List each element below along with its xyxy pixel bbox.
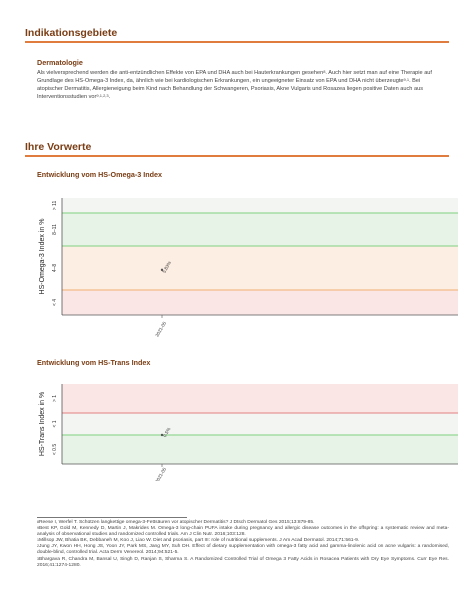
dermatologie-paragraph (37, 69, 447, 101)
section-title-indikationsgebiete: Indikationsgebiete (25, 27, 118, 39)
footnote-item (37, 526, 449, 538)
subheading-dermatologie: Dermatologie (37, 58, 83, 67)
citation-ref: 9,1,2,3 (96, 93, 109, 98)
y-zone-label: < 4 (52, 298, 58, 307)
footnote-text: Reese I, Werfel T. Schützen langkettige omega-3-Fettsäuren vor atopischer Dermatitis? J Dtsch Dermatol Ges 2015;13:879-85. (39, 520, 315, 525)
citation-ref: 9,1 (403, 77, 410, 82)
omega3-chart-svg (0, 190, 474, 340)
y-zone-label: > 1 (52, 394, 58, 403)
chart-zone-band (62, 413, 458, 435)
paragraph-text: . (108, 94, 111, 100)
y-axis-label: HS-Trans Index in % (39, 391, 46, 457)
footnote-item (37, 544, 449, 556)
paragraph-text: Als vielversprechend werden die anti-entzündlichen Effekte von EPA und DHA auch bei Hauterkrankungen gesehen (37, 70, 324, 76)
chart-zone-band (62, 290, 458, 315)
y-zone-label: < 0.5 (52, 443, 58, 456)
section-title-ihre-vorwerte: Ihre Vorwerte (25, 141, 92, 153)
footnote-number: 8 (37, 520, 39, 524)
footnote-text: Millsop JW, Bhatia BK, Debbaneh M, Koo J, Liao W. Diet and psoriasis, part III: role of nutritional supplements. J Am Acad Dermatol. 2014;71:561-9. (39, 538, 360, 544)
x-tick-label: 2021-05 (154, 320, 167, 338)
omega3-chart (0, 190, 474, 340)
y-axis-label: HS-Omega-3 Index in % (39, 218, 46, 295)
chart-zone-band (62, 213, 458, 246)
footnote-number: 1 (37, 538, 39, 543)
x-tick-label: 2021-05 (154, 466, 167, 481)
data-label: 0.5% (161, 426, 172, 438)
chart-zone-band (62, 198, 458, 213)
section-divider (25, 155, 449, 157)
footnote-number: 3 (37, 556, 39, 561)
trans-chart (0, 376, 474, 481)
y-zone-label: > 11 (52, 200, 58, 211)
chart-zone-band (62, 435, 458, 464)
footnotes (37, 520, 449, 569)
trans-chart-svg (0, 376, 474, 481)
data-label: 5.83% (161, 260, 173, 274)
footnote-text: Jung JY, Kwon HH, Hong JS, Yoon JY, Park MS, Jang MY, Suh DH. Effect of dietary supplementation with omega-3 fatty acid and gamma-linolenic acid on acne vulgaris: a randomised, double-blind, controlled trial. Acta Derm Venereol. 2014;94:521-5. (37, 544, 449, 556)
chart-title-trans: Entwicklung vom HS-Trans Index (37, 358, 151, 367)
footnote-number: 2 (37, 544, 39, 549)
chart-zone-band (62, 246, 458, 290)
chart-zone-band (62, 384, 458, 413)
footnote-text: Best KP, Gold M, Kennedy D, Martin J, Makrides M. Omega-3 long-chain PUFA intake during pregnancy and allergic disease outcomes in the offspring: a systematic review and meta-analysis of observational studies and randomized controlled trials. Am J Clin Nutr. 2016;103:128. (37, 526, 449, 538)
section-divider (25, 41, 449, 43)
citation-ref: 8 (323, 69, 326, 74)
y-zone-label: 8–11 (52, 224, 58, 235)
footnote-number: 9 (37, 526, 39, 531)
footnote-divider (37, 517, 187, 518)
y-zone-label: 4–8 (52, 263, 58, 273)
paragraph-text: . Bei atopischer Dermatitis, Allergieneigung beim Kind nach Behandlung der Schwangeren, Psoriasis, Akne Vulgaris und Rosazea liegen positive Daten auch aus Interventionsstudien vor (37, 78, 423, 100)
footnote-item (37, 557, 449, 569)
chart-title-omega3: Entwicklung vom HS-Omega-3 Index (37, 170, 163, 179)
paragraph-text: . Auch hier setzt man auf eine Therapie auf Grundlage des HS-Omega-3 Index, da, ähnlich wie bei kardiologischen Erkrankungen, ein ungeeigneter Einsatz von EPA und DHA nicht überzeugte (37, 70, 432, 84)
y-zone-label: < 1 (52, 420, 58, 428)
footnote-text: Bhargava R, Chandra M, Bansal U, Singh D, Ranjan S, Sharma S. A Randomized Controlled Trial of Omega 3 Fatty Acids in Rosacea Patients with Dry Eye Symptoms. Curr Eye Res. 2016;41:1274-1280. (37, 556, 449, 568)
